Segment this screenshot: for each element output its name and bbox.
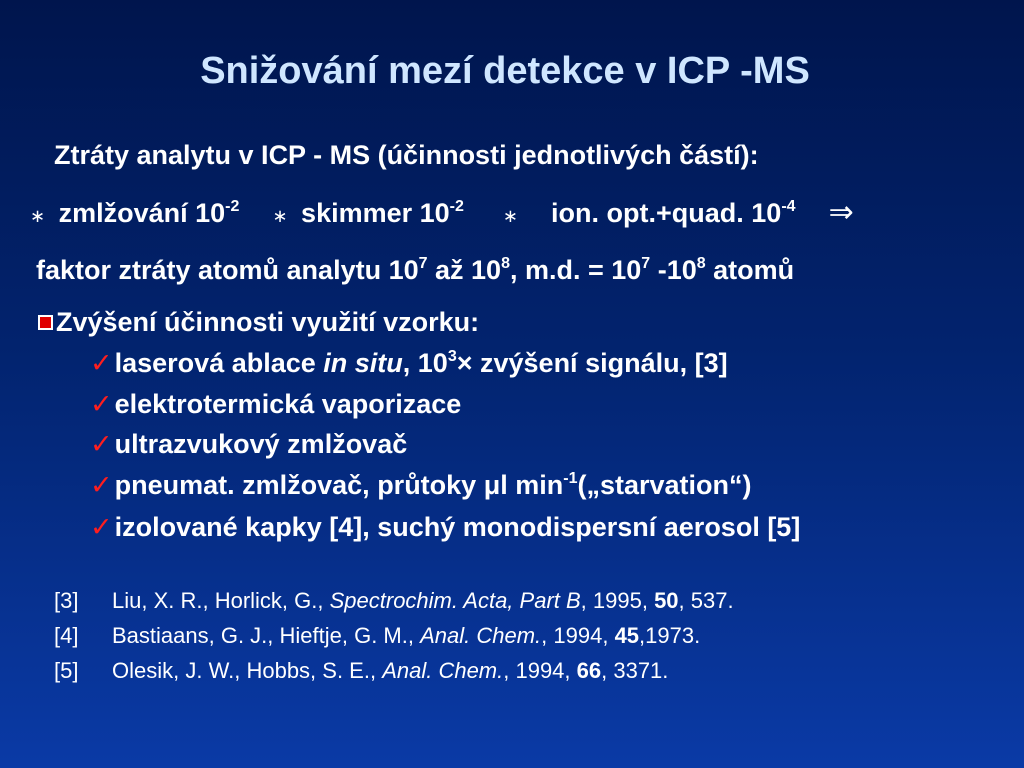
reference-authors: Bastiaans, G. J., Hieftje, G. M.,: [112, 623, 421, 648]
reference-number: [4]: [54, 623, 79, 648]
loss-exp-2: 8: [501, 255, 510, 272]
item-1-italic: in situ: [323, 348, 403, 378]
square-bullet-icon: [38, 315, 53, 330]
loss-text-c: , m.d. = 10: [509, 255, 642, 285]
reference-volume: 66: [576, 658, 602, 683]
checkmark-icon: ✓: [90, 389, 113, 419]
asterisk-icon: ∗: [502, 206, 519, 226]
reference-volume: 50: [654, 588, 679, 613]
loss-text-d: -10: [650, 255, 697, 285]
loss-exp-1: 7: [418, 255, 428, 272]
item-1-text-a: laserová ablace: [114, 348, 324, 378]
item-1-text-b: , 10: [402, 348, 448, 378]
checkmark-icon: ✓: [90, 348, 113, 378]
nebulization-exponent: -2: [225, 198, 240, 215]
item-1-sup: 3: [447, 348, 457, 365]
list-item: [90, 429, 407, 460]
item-3-text: ultrazvukový zmlžovač: [114, 429, 408, 459]
slide-title: Snižování mezí detekce v ICP -MS: [200, 50, 810, 92]
asterisk-icon: ∗: [30, 206, 46, 226]
reference-authors: Liu, X. R., Horlick, G.,: [112, 588, 330, 613]
loss-text-f: atomů: [705, 255, 795, 285]
loss-factor-line: [36, 255, 794, 286]
reference-number: [3]: [54, 588, 79, 613]
loss-exp-4: 8: [696, 255, 706, 272]
reference-year: , 1994,: [541, 623, 615, 648]
list-item: [90, 389, 461, 420]
list-item: [90, 512, 800, 543]
loss-exp-3: 7: [641, 255, 651, 272]
reference-year: , 1995,: [580, 588, 655, 613]
reference-page: , 3371.: [601, 658, 669, 683]
reference-journal: Anal. Chem.: [420, 623, 542, 648]
reference-page: , 537.: [678, 588, 734, 613]
reference-number: [5]: [54, 658, 79, 683]
loss-text-b: až 10: [427, 255, 502, 285]
skimmer-label: skimmer 10: [301, 198, 450, 228]
implies-arrow-icon: ⇒: [828, 196, 854, 229]
subtitle: Ztráty analytu v ICP - MS (účinnosti jednotlivých částí):: [54, 140, 759, 170]
section-heading-text: Zvýšení účinnosti využití vzorku:: [56, 307, 480, 337]
factor-line: [30, 195, 854, 230]
list-item: [90, 348, 728, 379]
reference-journal: Spectrochim. Acta, Part B: [329, 588, 581, 613]
checkmark-icon: ✓: [90, 512, 113, 542]
reference-page: ,1973.: [639, 623, 701, 648]
nebulization-label: zmlžování 10: [58, 198, 226, 228]
skimmer-exponent: -2: [449, 198, 464, 215]
checkmark-icon: ✓: [90, 429, 113, 459]
item-2-text: elektrotermická vaporizace: [114, 389, 462, 419]
reference-3: [54, 588, 734, 614]
ion-optics-exponent: -4: [781, 198, 796, 215]
section-heading: [38, 307, 479, 338]
ion-optics-label: ion. opt.+quad. 10: [551, 198, 782, 228]
reference-year: , 1994,: [503, 658, 577, 683]
asterisk-icon: ∗: [272, 206, 288, 226]
reference-5: [54, 658, 668, 684]
checkmark-icon: ✓: [90, 470, 113, 500]
item-4-text-b: („starvation“): [577, 470, 752, 500]
item-4-sup: -1: [563, 470, 578, 487]
list-item: [90, 470, 752, 501]
reference-journal: Anal. Chem.: [382, 658, 504, 683]
reference-authors: Olesik, J. W., Hobbs, S. E.,: [112, 658, 383, 683]
loss-text-a: faktor ztráty atomů analytu 10: [36, 255, 419, 285]
item-5-text: izolované kapky [4], suchý monodispersní aerosol [5]: [114, 512, 801, 542]
reference-volume: 45: [614, 623, 640, 648]
item-1-text-c: × zvýšení signálu, [3]: [456, 348, 728, 378]
reference-4: [54, 623, 700, 649]
item-4-text-a: pneumat. zmlžovač, průtoky μl min: [114, 470, 564, 500]
